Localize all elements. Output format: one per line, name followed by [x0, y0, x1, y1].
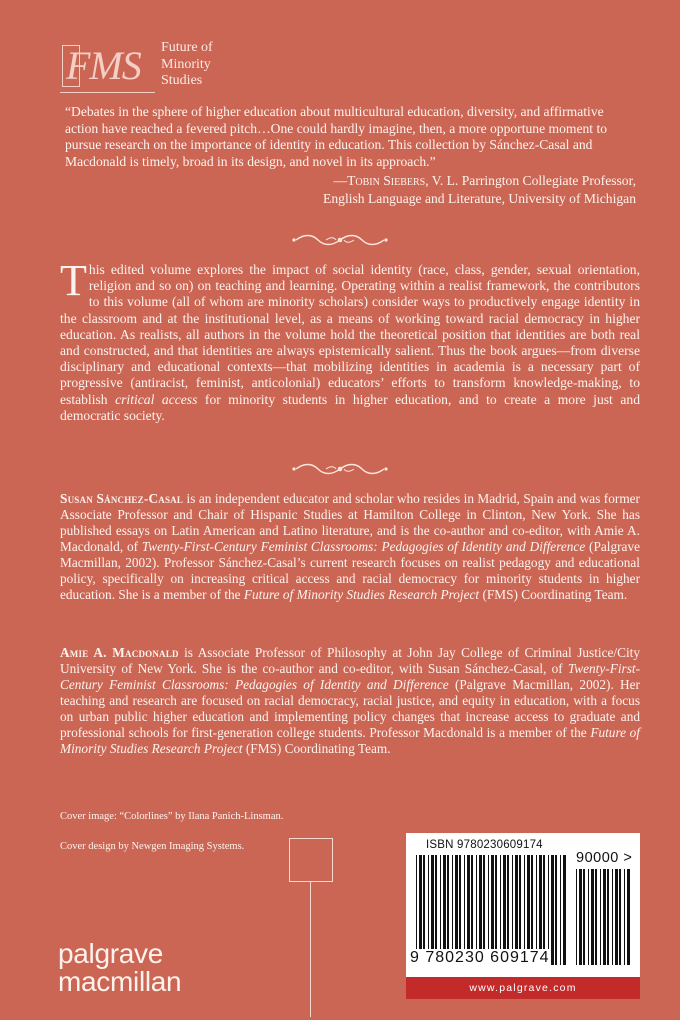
fms-logo-letters: FMS [66, 43, 141, 88]
barcode-bar [560, 855, 561, 965]
cover-design-credit: Cover design by Newgen Imaging Systems. [60, 841, 245, 852]
barcode-bar [588, 869, 589, 965]
flourish-ornament-top [290, 232, 390, 248]
series-logo [60, 40, 250, 100]
barcode-bar [563, 855, 566, 965]
description-dropcap: T [60, 256, 87, 305]
attribution-dash: — [333, 173, 348, 188]
bio-text: is Associate Professor of Philosophy at John Jay College of Criminal Justice/City University of New York. She is the co-author and co-editor, with Susan Sánchez-Casal, of [60, 645, 640, 676]
series-name-line-2: Minority [161, 56, 211, 72]
attribution-title: , V. L. Parrington Collegiate Professor, [425, 173, 636, 188]
decorative-frame [289, 838, 333, 882]
series-name-line-3: Studies [161, 73, 203, 88]
bio-italic-project: Future of Minority Studies Research Project [60, 725, 640, 756]
author-bio-macdonald [60, 645, 640, 757]
barcode-digits: 9 780230 609174 [410, 949, 550, 966]
book-description [60, 256, 640, 424]
barcode-bar [591, 869, 594, 965]
barcode-bar [600, 869, 601, 965]
barcode-bar [551, 855, 554, 965]
bio-text: is an independent educator and scholar who resides in Madrid, Spain and was former Associate Professor and Chair of Hispanic Studies at Hamilton College in Clinton, New York. She has published essays on Latin American and Latino literature, and is the co-author and co-editor, with Amie A. Macdonald, of [60, 491, 640, 554]
endorsement-attribution [323, 172, 636, 208]
attribution-author: Tobin Siebers [347, 173, 426, 188]
barcode-bar [624, 869, 625, 965]
isbn-label: ISBN 9780230609174 [426, 839, 543, 851]
author-bio-sanchez-casal [60, 491, 640, 603]
publisher-logo [58, 940, 181, 996]
barcode-bar [555, 855, 557, 965]
description-text-1: his edited volume explores the impact of social identity (race, class, gender, sexual orientation, religion and so on) on teaching and learning. Operating within a realist framework, the contributors to this volume (all of whom are minority scholars) consider ways to productively engage identity in the classroom and at the institutional level, as a means of working toward racial democracy in higher education. As realists, all authors in the volume hold the theoretical position that identities are both real and constructed, and that identities are always epistemically salient. Thus the book argues—from diverse disciplinary and educational contexts—that mobilizing identities in academia is a necessary part of progressive (antiracist, feminist, anticolonial) educators’ efforts to transform knowledge-making, to establish [60, 262, 640, 407]
publisher-website: www.palgrave.com [406, 977, 640, 999]
barcode-bar [583, 869, 585, 965]
barcode-bar [612, 869, 613, 965]
bio-text: (FMS) Coordinating Team. [242, 741, 391, 756]
barcode-bar [607, 869, 609, 965]
bio-italic-title: Twenty-First-Century Feminist Classrooms: Pedagogies of Identity and Difference [141, 539, 586, 554]
bio-name: Susan Sánchez-Casal [60, 491, 184, 506]
bio-text: (Palgrave Macmillan, 2002). Professor Sánchez-Casal’s current research focuses on realist pedagogy and educational policy, specifically on increasing critical access and racial democracy for minority students in higher education. She is a member of the [60, 539, 640, 602]
bio-italic-title: Twenty-First-Century Feminist Classrooms: Pedagogies of Identity and Difference [60, 661, 640, 692]
publisher-logo-line-1: palgrave [58, 938, 164, 969]
description-italic: critical access [115, 391, 198, 407]
barcode-bar [579, 869, 582, 965]
price-code: 90000 > [576, 850, 633, 866]
barcode-bar [603, 869, 606, 965]
series-name [161, 40, 213, 90]
bio-text: (FMS) Coordinating Team. [479, 587, 628, 602]
cover-image-credit: Cover image: “Colorlines” by Ilana Panich-Linsman. [60, 811, 284, 822]
attribution-line-2: English Language and Literature, University of Michigan [323, 191, 636, 206]
barcode-bar [627, 869, 630, 965]
bio-italic-project: Future of Minority Studies Research Project [243, 587, 480, 602]
attribution-line-1 [323, 172, 636, 190]
flourish-ornament-bottom [290, 461, 390, 477]
decorative-rule [310, 882, 311, 1017]
bio-name: Amie A. Macdonald [60, 645, 179, 660]
fms-logo-underline [60, 92, 155, 93]
fms-logo-mark [60, 40, 155, 98]
barcode-bar [576, 869, 577, 965]
barcode-bar [615, 869, 618, 965]
barcode-bar [619, 869, 621, 965]
bio-text: (Palgrave Macmillan, 2002). Her teaching and research are focused on racial democracy, racial justice, and equity in education, with a focus on urban public higher education and implementing policy changes that increase access to graduate and professional schools for first-generation college students. Professor Macdonald is a member of the [60, 677, 640, 740]
series-name-line-1: Future of [161, 40, 213, 55]
barcode-bar [595, 869, 597, 965]
description-text-2: for minority students in higher education, and to create a more just and democratic society. [60, 391, 640, 423]
barcode-panel [406, 833, 640, 999]
endorsement-quote: “Debates in the sphere of higher education about multicultural education, diversity, and affirmative action have reached a fevered pitch…One could hardly imagine, then, a more opportune moment to pursue research on the importance of identity in education. This collection by Sánchez-Casal and Macdonald is timely, broad in its design, and novel in its approach.” [65, 104, 608, 169]
publisher-logo-line-2: macmillan [58, 966, 182, 997]
barcode-bars-addon [574, 869, 632, 965]
